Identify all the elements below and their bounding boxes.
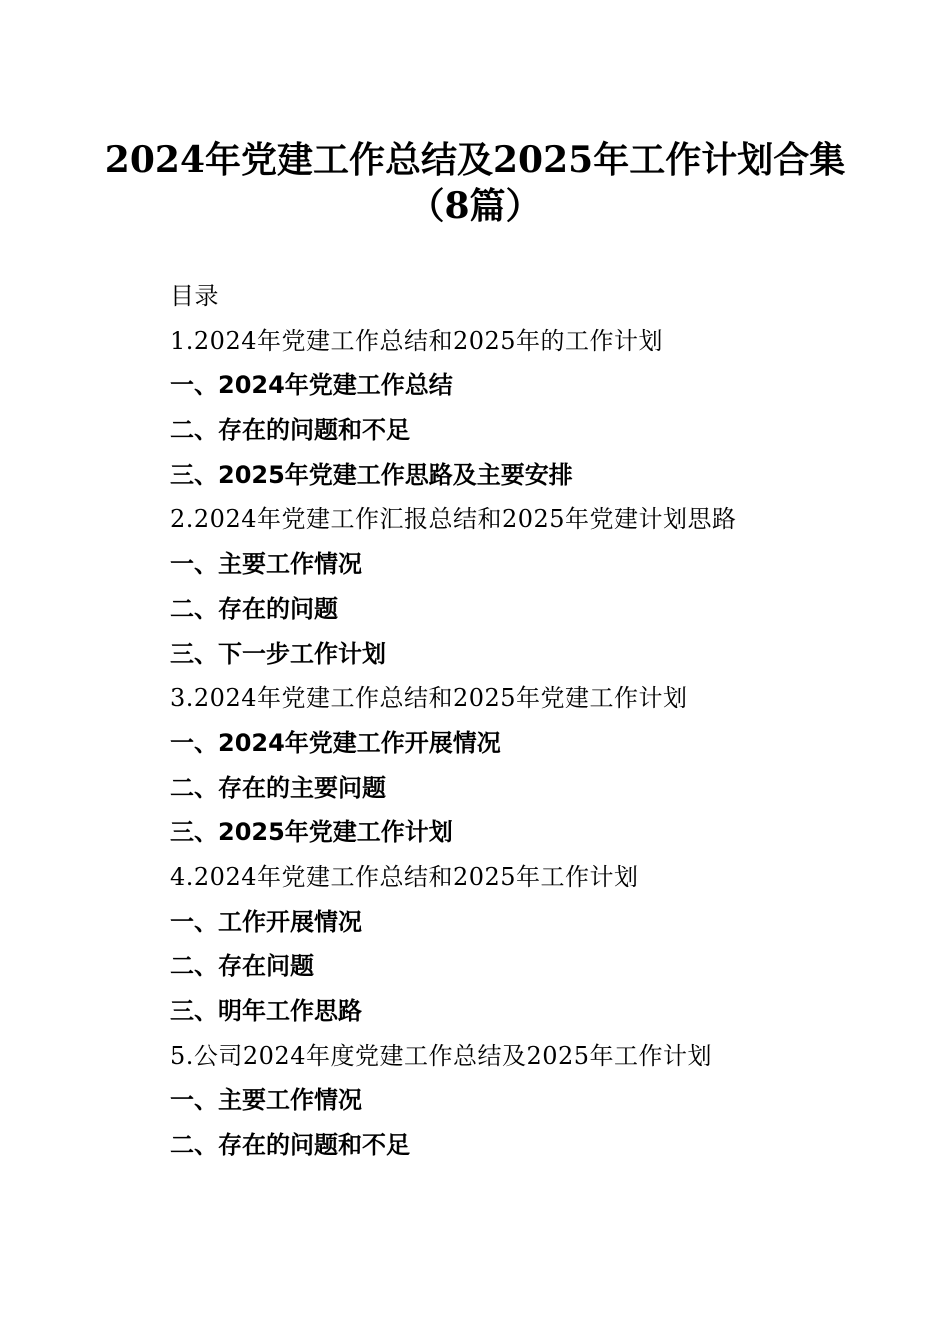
toc-article-1[interactable]: 1.2024年党建工作总结和2025年的工作计划 [170,326,664,355]
toc-section[interactable]: 一、主要工作情况 [170,1086,362,1115]
toc-section[interactable]: 三、下一步工作计划 [170,639,386,668]
toc-heading: 目录 [170,282,219,310]
toc-section[interactable]: 二、存在的主要问题 [170,773,386,802]
table-of-contents [170,278,890,1172]
toc-article-2[interactable]: 2.2024年党建工作汇报总结和2025年党建计划思路 [170,505,737,534]
toc-article-3[interactable]: 3.2024年党建工作总结和2025年党建工作计划 [170,684,688,713]
document-title: 2024年党建工作总结及2025年工作计划合集 [104,139,846,181]
toc-article-5[interactable]: 5.公司2024年度党建工作总结及2025年工作计划 [170,1041,713,1070]
document-title-count: （8篇） [408,185,542,227]
toc-section[interactable]: 二、存在的问题和不足 [170,1131,410,1160]
toc-article-4[interactable]: 4.2024年党建工作总结和2025年工作计划 [170,862,639,891]
toc-section[interactable]: 三、2025年党建工作思路及主要安排 [170,460,573,489]
toc-section[interactable]: 二、存在的问题和不足 [170,416,410,445]
toc-section[interactable]: 一、2024年党建工作总结 [170,371,453,400]
toc-section[interactable]: 一、工作开展情况 [170,907,362,936]
toc-section[interactable]: 三、明年工作思路 [170,997,362,1025]
toc-section[interactable]: 三、2025年党建工作计划 [170,818,453,847]
toc-section[interactable]: 二、存在问题 [170,952,314,981]
toc-section[interactable]: 二、存在的问题 [170,594,338,623]
toc-section[interactable]: 一、主要工作情况 [170,550,362,579]
toc-section[interactable]: 一、2024年党建工作开展情况 [170,728,501,757]
